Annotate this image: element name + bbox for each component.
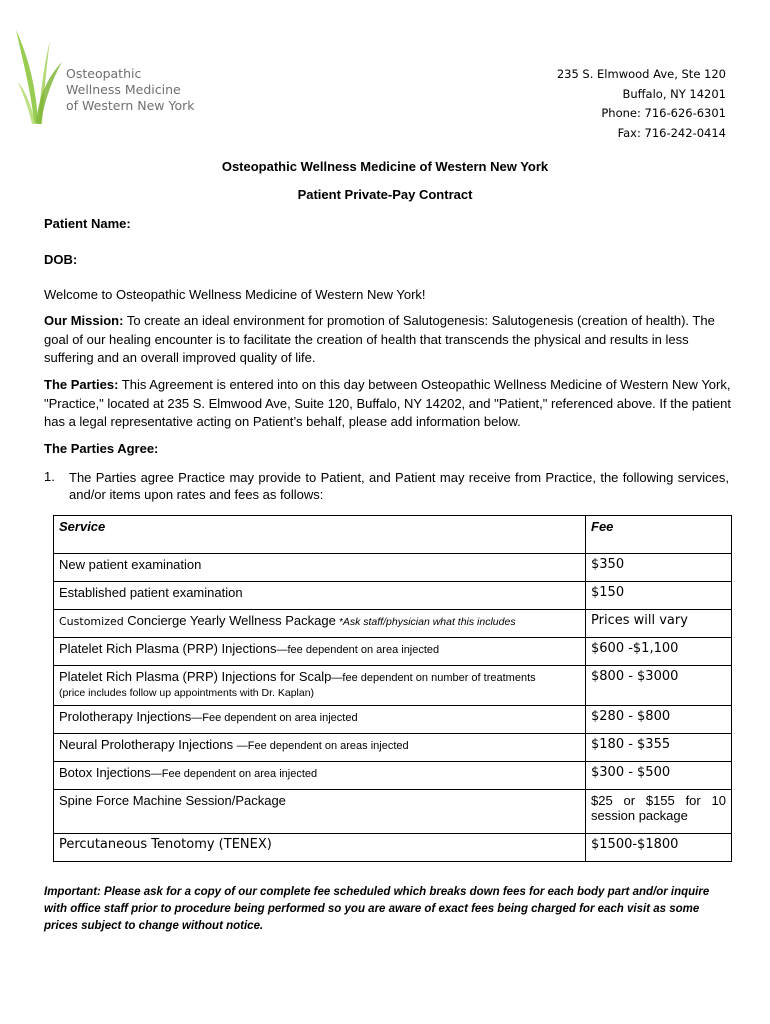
service-name: Platelet Rich Plasma (PRP) Injections for Scalp <box>59 669 332 684</box>
logo-line-2: Wellness Medicine <box>66 82 181 97</box>
service-prefix: Customized <box>59 615 128 628</box>
table-row <box>54 834 732 862</box>
service-name: Concierge Yearly Wellness Package <box>127 613 336 628</box>
fee-cell: $1500-$1800 <box>586 834 732 862</box>
table-row <box>54 582 732 610</box>
service-note: —fee dependent on area injected <box>276 644 440 656</box>
address-city: Buffalo, NY 14201 <box>622 86 726 101</box>
fee-cell: $150 <box>586 582 732 610</box>
fee-cell: $800 - $3000 <box>586 666 732 706</box>
service-note: —Fee dependent on area injected <box>191 712 358 724</box>
service-cell: New patient examination <box>54 554 586 582</box>
address-street: 235 S. Elmwood Ave, Ste 120 <box>556 67 726 81</box>
parties-text: This Agreement is entered into on this day between Osteopathic Wellness Medicine of Western New York, "Practice," located at 235 S. Elmwood Ave, Suite 120, Buffalo, NY 14202, and "Patient," referenced above. If the patient has a legal representative acting on Patient’s behalf, please add information below. <box>44 377 731 429</box>
fee-cell: $600 -$1,100 <box>586 638 732 666</box>
table-header-row <box>54 516 732 554</box>
service-cell: Spine Force Machine Session/Package <box>54 790 586 834</box>
fee-cell: $25 or $155 for 10 session package <box>586 790 732 834</box>
dob-label: DOB: <box>44 252 78 267</box>
service-note: *Ask staff/physician what this includes <box>335 616 516 628</box>
table-row <box>54 762 732 790</box>
parties-paragraph <box>44 376 734 432</box>
service-note: —fee dependent on number of treatments <box>331 672 536 684</box>
table-row <box>54 638 732 666</box>
service-cell <box>54 734 586 762</box>
fee-table <box>53 515 732 862</box>
logo-text <box>66 66 195 114</box>
service-cell: Established patient examination <box>54 582 586 610</box>
parties-label: The Parties: <box>44 377 119 392</box>
address-phone: Phone: 716-626-6301 <box>601 106 726 120</box>
service-name: Neural Prolotherapy Injections <box>59 737 237 752</box>
service-cell <box>54 762 586 790</box>
important-note: Important: Please ask for a copy of our complete fee scheduled which breaks down fees for each body part and/or inquire with office staff prior to procedure being performed so you are aware of exact fees being charged for each visit as some prices subject to change without notice. <box>44 886 710 932</box>
welcome-text: Welcome to Osteopathic Wellness Medicine of Western New York! <box>44 287 426 302</box>
table-row <box>54 706 732 734</box>
table-row <box>54 790 732 834</box>
service-cell <box>54 610 586 638</box>
fee-cell: $350 <box>586 554 732 582</box>
table-row <box>54 554 732 582</box>
service-note-2: (price includes follow up appointments with Dr. Kaplan) <box>59 687 315 699</box>
grass-leaf-icon <box>14 26 64 126</box>
fee-cell: $300 - $500 <box>586 762 732 790</box>
service-name: Platelet Rich Plasma (PRP) Injections <box>59 641 277 656</box>
item-1-text: The Parties agree Practice may provide to Patient, and Patient may receive from Practice, the following services, and/or items upon rates and fees as follows: <box>69 470 729 502</box>
address-fax: Fax: 716-242-0414 <box>617 125 726 140</box>
address-block <box>557 65 726 143</box>
logo-line-3: of Western New York <box>66 98 195 113</box>
item-1-number: 1. <box>44 469 55 484</box>
fee-cell: $280 - $800 <box>586 706 732 734</box>
logo-line-1: Osteopathic <box>66 66 142 81</box>
fee-cell: Prices will vary <box>586 610 732 638</box>
service-cell <box>54 666 586 706</box>
table-row <box>54 734 732 762</box>
header-fee: Fee <box>586 516 732 554</box>
header-service: Service <box>54 516 586 554</box>
parties-agree-heading: The Parties Agree: <box>44 441 159 456</box>
service-note: —Fee dependent on areas injected <box>236 740 409 752</box>
service-cell <box>54 638 586 666</box>
mission-label: Our Mission: <box>44 313 124 328</box>
service-name: Prolotherapy Injections <box>59 709 192 724</box>
patient-name-label: Patient Name: <box>44 216 131 231</box>
table-row <box>54 610 732 638</box>
document-title: Osteopathic Wellness Medicine of Western New York <box>221 159 549 174</box>
service-cell: Percutaneous Tenotomy (TENEX) <box>54 834 586 862</box>
mission-text: To create an ideal environment for promotion of Salutogenesis: Salutogenesis (creation of health). The goal of our healing encounter is to facilitate the creation of health that transcends the physical and results in less suffering and an overall improved quality of life. <box>44 313 715 365</box>
document-subtitle: Patient Private-Pay Contract <box>297 187 473 202</box>
service-cell <box>54 706 586 734</box>
table-row <box>54 666 732 706</box>
practice-logo <box>14 26 204 126</box>
mission-paragraph <box>44 312 734 368</box>
fee-cell: $180 - $355 <box>586 734 732 762</box>
service-note: —Fee dependent on area injected <box>150 768 318 780</box>
service-name: Botox Injections <box>59 765 151 780</box>
